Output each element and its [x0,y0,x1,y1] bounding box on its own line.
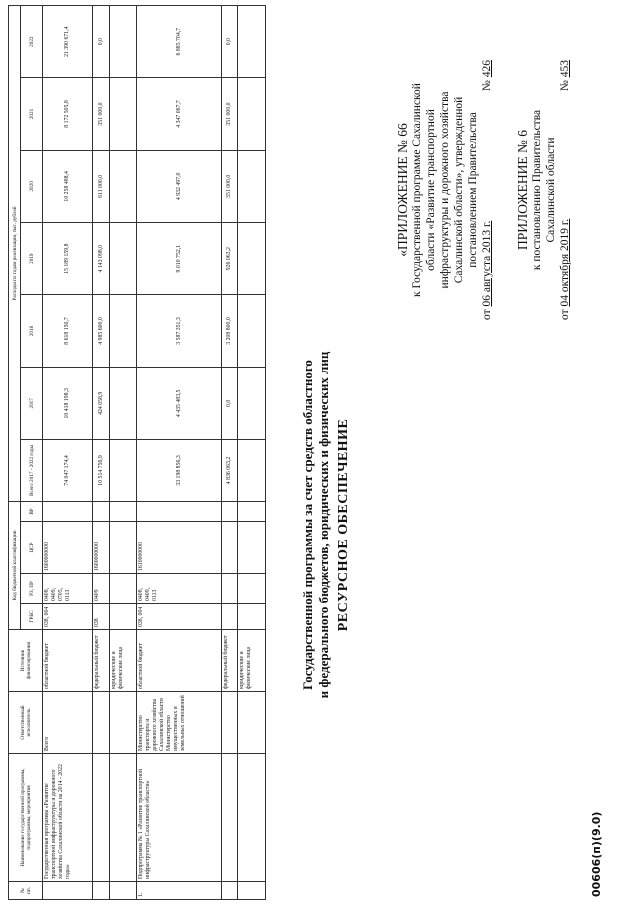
cell-year-value: 926 063,2 [222,223,238,295]
appendix-6-title: ПРИЛОЖЕНИЕ № 6 [515,129,530,251]
cell-grbs: 038, 004 [43,604,93,630]
resource-table-body [43,6,266,900]
appendix-6-number: 453 [559,60,571,78]
header-source: Источник финансирования [9,630,43,692]
cell-name [238,754,266,882]
cell-name [222,754,238,882]
cell-csr: 1610000000 [137,522,222,574]
cell-name: Государственная программа «Развитие транспортной инфраструктуры и дорожного хозяйства Сахалинской области на 2014 - 2022 годы» [43,754,93,882]
cell-total [238,439,266,501]
cell-rzpr [238,574,266,604]
cell-no: 1. [137,882,222,900]
header-budget-code: Код бюджетной классификации [9,501,21,629]
appendix-66-date-row [480,60,494,320]
cell-year-value: 4 985 600,0 [93,295,109,367]
cell-rzpr: 0408, 0409, 0705, 0113 [43,574,93,604]
cell-grbs [238,604,266,630]
header-total: Всего 2017 - 2022 годы [21,439,43,501]
header-rzpr: РЗ, ПР [21,574,43,604]
header-no: № пп. [9,882,43,900]
cell-name: Подпрограмма № 1 «Развитие транспортной инфраструктуры Сахалинской области» [137,754,222,882]
cell-name [109,754,137,882]
appendix-66-number: 426 [481,60,493,78]
cell-resp [222,692,238,754]
cell-year-value: 611 000,0 [93,150,109,222]
cell-year-value: 424 058,9 [93,367,109,439]
cell-rzpr: 0408, 0409, 0113 [137,574,222,604]
appendix-6-date: 04 октября 2019 г. [559,218,571,307]
cell-year-value [238,78,266,150]
cell-year-value: 351 000,0 [222,78,238,150]
appendix-66-line1: к Государственной программе Сахалинской [411,83,423,297]
header-year: 2018 [21,295,43,367]
cell-csr [238,522,266,574]
cell-csr: 1600000000 [93,522,109,574]
table-row [222,6,238,900]
document-subtitle-line2: и федерального бюджетов, юридических и физических лиц [316,351,331,699]
cell-total: 33 198 856,3 [137,439,222,501]
cell-total: 10 514 756,9 [93,439,109,501]
cell-year-value: 3 208 800,0 [222,295,238,367]
header-year: 2017 [21,367,43,439]
cell-year-value [238,295,266,367]
cell-year-value [238,223,266,295]
cell-rzpr [222,574,238,604]
cell-year-value [109,295,137,367]
cell-source: областной бюджет [137,630,222,692]
header-responsible: Ответственный исполнитель [9,692,43,754]
appendix-66-title: «ПРИЛОЖЕНИЕ № 66 [395,123,410,257]
cell-year-value [109,150,137,222]
document-subtitle-line1: Государственной программы за счет средств областного [300,360,315,690]
cell-year-value [238,150,266,222]
cell-year-value: 4 435 483,5 [137,367,222,439]
header-name: Наименование государственной программы, подпрограммы, мероприятия [9,754,43,882]
header-year: 2021 [21,78,43,150]
appendix-6-num-label: № [559,80,571,92]
cell-year-value: 351 000,0 [93,78,109,150]
cell-no [238,882,266,900]
cell-year-value: 4 347 067,7 [137,78,222,150]
cell-no [109,882,137,900]
cell-year-value: 9 010 752,1 [137,223,222,295]
appendix-66-date: 06 августа 2013 г. [481,220,493,307]
cell-total: 4 836 063,2 [222,439,238,501]
cell-year-value: 0,0 [222,367,238,439]
cell-rzpr [109,574,137,604]
cell-name [93,754,109,882]
cell-grbs: 038 [93,604,109,630]
cell-source: областной бюджет [43,630,93,692]
cell-grbs [222,604,238,630]
appendix-66-header [396,60,494,320]
table-row [93,6,109,900]
cell-year-value: 15 189 159,8 [43,223,93,295]
cell-year-value: 3 587 351,3 [137,295,222,367]
appendix-66-line2: области «Развитие транспортной [425,109,437,271]
cell-source: юридические и физические лица [109,630,137,692]
cell-year-value: 10 258 488,4 [43,150,93,222]
document-subtitle [300,265,332,785]
cell-vr [109,501,137,521]
cell-source: федеральный бюджет [222,630,238,692]
cell-source: юридические и физические лица [238,630,266,692]
cell-year-value [109,223,137,295]
cell-year-value: 0,0 [93,6,109,78]
cell-csr [222,522,238,574]
cell-year-value [238,6,266,78]
cell-year-value: 4 143 098,0 [93,223,109,295]
cell-vr [93,501,109,521]
appendix-6-from-label: от [559,309,571,320]
appendix-6-line1: к постановлению Правительства [531,109,543,271]
cell-csr [109,522,137,574]
header-year: 2019 [21,223,43,295]
appendix-66-from-label: от [481,309,493,320]
cell-vr [43,501,93,521]
appendix-66-line4: Сахалинской области», утвержденной [453,96,465,284]
appendix-66-num-label: № [481,80,493,92]
cell-no [43,882,93,900]
cell-year-value: 8 172 505,8 [43,78,93,150]
cell-year-value [109,78,137,150]
cell-csr: 1600000000 [43,522,93,574]
appendix-6-header [516,60,572,320]
cell-resp: Всего [43,692,93,754]
cell-resp [109,692,137,754]
cell-year-value [109,6,137,78]
cell-rzpr: 0409 [93,574,109,604]
cell-year-value: 351 000,0 [222,150,238,222]
appendix-6-date-row [558,60,572,320]
cell-year-value: 6 885 704,7 [137,6,222,78]
header-year: 2022 [21,6,43,78]
cell-grbs: 038, 004 [137,604,222,630]
cell-vr [222,501,238,521]
document-title: РЕСУРСНОЕ ОБЕСПЕЧЕНИЕ [336,418,351,632]
cell-total: 74 047 174,4 [43,439,93,501]
document-stamp: 00606(п)(9.0) [590,811,603,897]
cell-year-value [238,367,266,439]
cell-resp [93,692,109,754]
cell-vr [238,501,266,521]
header-csr: ЦСР [21,522,43,574]
cell-year-value: 4 932 497,0 [137,150,222,222]
table-row [43,6,93,900]
cell-year-value: 0,0 [222,6,238,78]
cell-year-value: 21 390 671,4 [43,6,93,78]
cell-no [93,882,109,900]
header-grbs: ГРБС [21,604,43,630]
appendix-6-line2: Сахалинской области [545,137,557,243]
cell-grbs [109,604,137,630]
cell-year-value: 8 618 150,7 [43,295,93,367]
header-year: 2020 [21,150,43,222]
resource-table [8,5,266,900]
header-expenses: Расходы по годам реализации, тыс. рублей [9,6,21,502]
resource-table-container [8,5,266,900]
cell-year-value [109,367,137,439]
cell-resp [238,692,266,754]
cell-year-value: 10 418 198,3 [43,367,93,439]
cell-vr [137,501,222,521]
cell-total [109,439,137,501]
cell-no [222,882,238,900]
cell-resp: Министерство транспорта и дорожного хозяйства Сахалинской области Министерство имущественных и земельных отношений [137,692,222,754]
table-row [137,6,222,900]
appendix-66-line3: инфраструктуры и дорожного хозяйства [439,91,451,289]
table-row [109,6,137,900]
table-row [238,6,266,900]
header-vr: ВР [21,501,43,521]
cell-source: федеральный бюджет [93,630,109,692]
appendix-66-line5: постановлением Правительства [467,112,479,268]
